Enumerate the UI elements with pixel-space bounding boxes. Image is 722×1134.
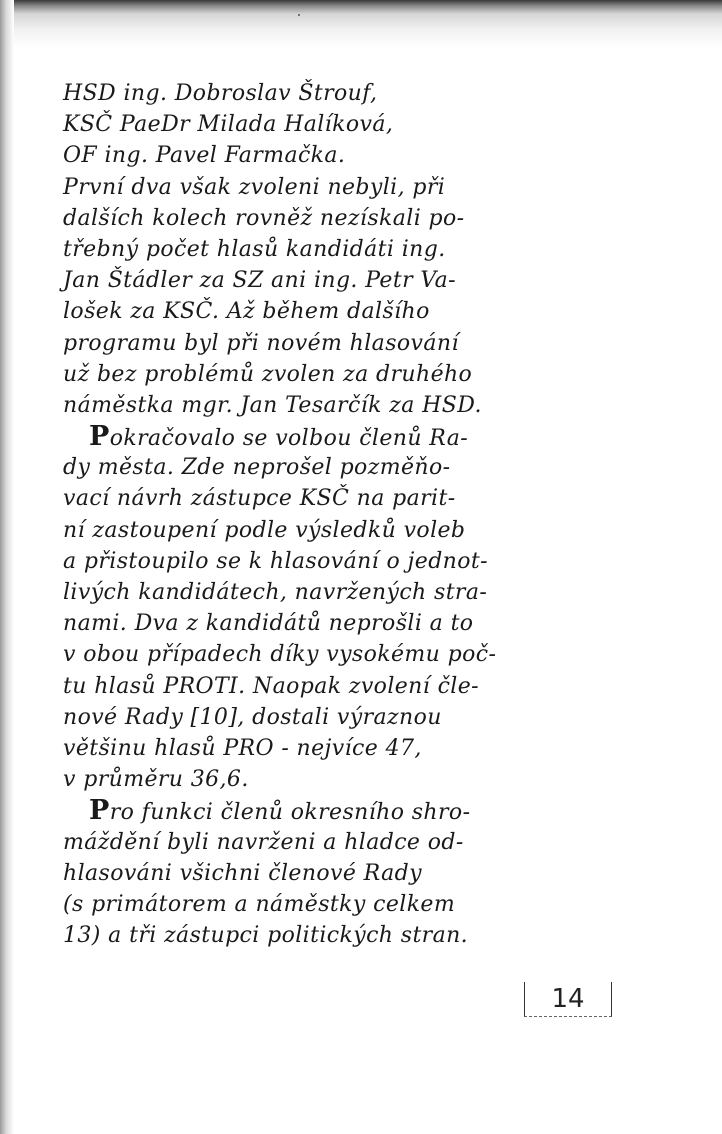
text-line-content: ní zastoupení podle výsledků voleb [63, 517, 466, 543]
text-line [63, 390, 523, 421]
text-line [63, 203, 523, 234]
text-line [63, 234, 523, 265]
text-line [63, 577, 523, 608]
text-line [63, 733, 523, 764]
text-line [63, 265, 523, 296]
text-line-content: už bez problémů zvolen za druhého [63, 361, 473, 387]
text-line-content: tu hlasů PROTI. Naopak zvolení čle- [63, 673, 479, 699]
text-line-content: (s primátorem a náměstky celkem [63, 891, 456, 917]
text-line [63, 795, 523, 826]
text-line-content: a přistoupilo se k hlasování o jednot- [63, 548, 488, 574]
text-line [63, 671, 523, 702]
text-line-content: máždění byli navrženi a hladce od- [63, 829, 464, 855]
text-line-content: dalších kolech rovněž nezískali po- [63, 205, 465, 231]
text-line-content: vací návrh zástupce KSČ na parit- [63, 486, 456, 512]
handwritten-text-block [63, 78, 523, 951]
text-line [63, 140, 523, 171]
text-line [63, 858, 523, 889]
text-line [63, 421, 523, 452]
text-line-content: 13) a tři zástupci politických stran. [63, 923, 469, 949]
text-line-content: OF ing. Pavel Farmačka. [63, 143, 346, 169]
text-line [63, 328, 523, 359]
text-line [63, 109, 523, 140]
scan-speck [298, 14, 300, 16]
text-line [63, 827, 523, 858]
text-line-content: První dva však zvoleni nebyli, při [63, 174, 446, 200]
text-line-content: třebný počet hlasů kandidáti ing. [63, 236, 446, 262]
text-line [63, 889, 523, 920]
text-line [63, 608, 523, 639]
text-line-content: programu byl při novém hlasování [63, 330, 459, 356]
text-line-content: livých kandidátech, navržených stra- [63, 580, 488, 605]
text-line-content: nami. Dva z kandidátů neprošli a to [63, 611, 474, 637]
text-line-content: ro funkci členů okresního shro- [109, 800, 471, 826]
text-line-content: v průměru 36,6. [63, 767, 249, 793]
page-number: 14 [524, 982, 612, 1017]
text-line-content: dy města. Zde neprošel pozměňo- [63, 455, 451, 481]
text-line-content: hlasováni všichni členové Rady [63, 860, 422, 886]
scan-shadow-left [0, 0, 14, 1134]
text-line [63, 483, 523, 514]
text-line [63, 546, 523, 577]
text-line-content: okračovalo se volbou členů Ra- [109, 426, 469, 452]
text-line [63, 702, 523, 733]
text-line-content: HSD ing. Dobroslav Štrouf, [63, 81, 378, 106]
paragraph-initial: P [89, 795, 110, 827]
text-line [63, 515, 523, 546]
scan-shadow-top [0, 0, 722, 48]
text-line [63, 920, 523, 951]
text-line-content: Jan Štádler za SZ ani ing. Petr Va- [63, 268, 457, 294]
text-line [63, 452, 523, 483]
text-line-content: KSČ PaeDr Milada Halíková, [63, 112, 394, 138]
text-line [63, 359, 523, 390]
text-line [63, 172, 523, 203]
text-line [63, 296, 523, 327]
text-line [63, 639, 523, 670]
text-line [63, 78, 523, 109]
text-line-content: lošek za KSČ. Až během dalšího [63, 299, 430, 325]
text-line-content: většinu hlasů PRO - nejvíce 47, [63, 735, 422, 761]
text-line-content: nové Rady [10], dostali výraznou [63, 704, 442, 730]
text-line-content: náměstka mgr. Jan Tesarčík za HSD. [63, 392, 482, 418]
text-line-content: v obou případech díky vysokému poč- [63, 642, 497, 668]
paragraph-initial: P [89, 421, 110, 453]
text-line [63, 764, 523, 795]
